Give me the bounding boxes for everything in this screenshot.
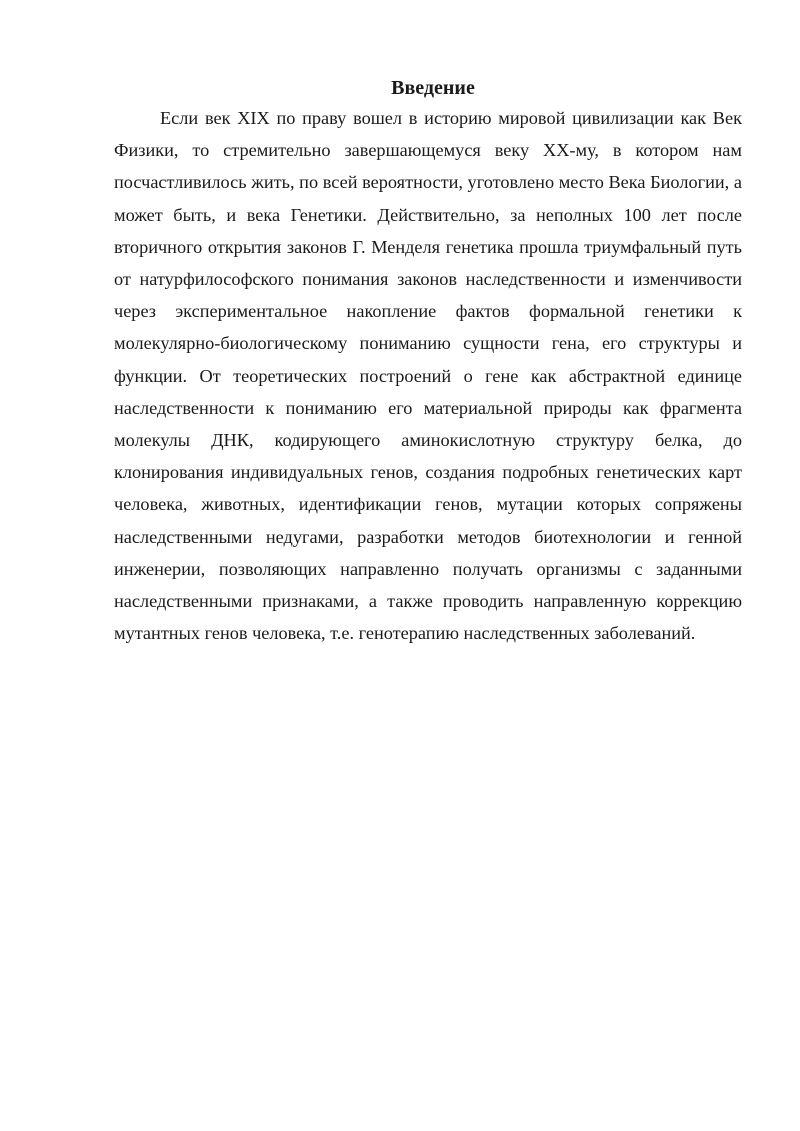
- page-title: Введение: [391, 77, 475, 99]
- intro-paragraph: Если век XIX по праву вошел в историю мировой цивилизации как Век Физики, то стремительно завершающемуся веку XX-му, в котором нам посчастливилось жить, по всей вероятности, уготовлено место Века Биологии, а может быть, и века Генетики. Действительно, за неполных 100 лет после вторичного открытия законов Г. Менделя генетика прошла триумфальный путь от натурфилософского понимания законов наследственности и изменчивости через экспериментальное накопление фактов формальной генетики к молекулярно-биологическому пониманию сущности гена, его структуры и функции. От теоретических построений о гене как абстрактной единице наследственности к пониманию его материальной природы как фрагмента молекулы ДНК, кодирующего аминокислотную структуру белка, до клонирования индивидуальных генов, создания подробных генетических карт человека, животных, идентификации генов, мутации которых сопряжены наследственными недугами, разработки методов биотехнологии и генной инженерии, позволяющих направленно получать организмы с заданными наследственными признаками, а также проводить направленную коррекцию мутантных генов человека, т.е. генотерапию наследственных заболеваний.: [114, 108, 742, 644]
- page-content: [114, 74, 742, 649]
